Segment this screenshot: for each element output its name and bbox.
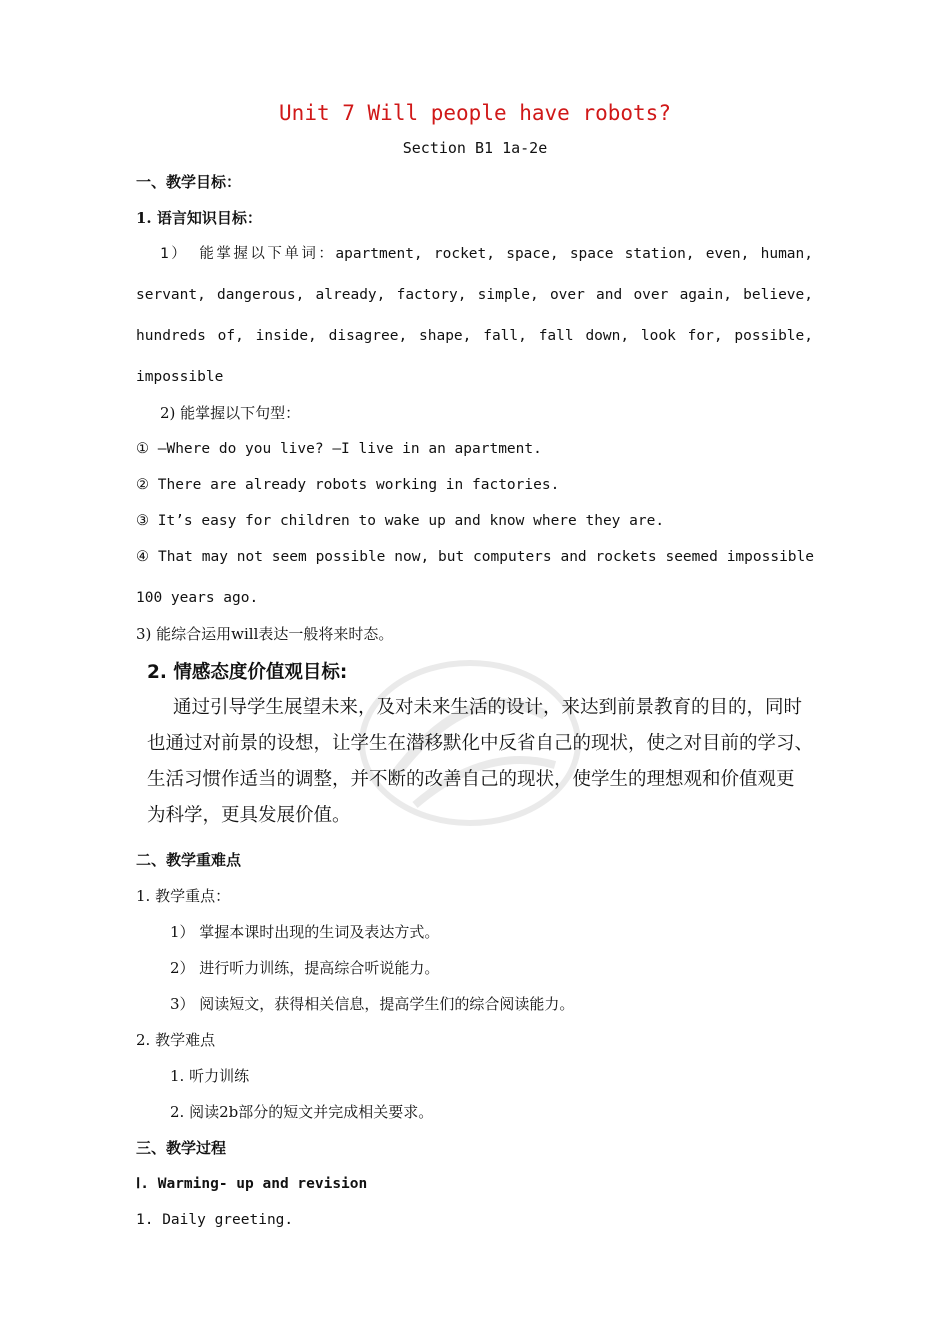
attitude-goal-heading: 2. 情感态度价值观目标:: [147, 662, 348, 683]
pattern-item: ② There are already robots working in factories.: [136, 477, 560, 493]
attitude-goal-text: 也通过对前景的设想，让学生在潜移默化中反省自己的现状，使之对目前的学习、: [147, 733, 814, 754]
key-point-item: 2） 进行听力训练，提高综合听说能力。: [170, 959, 440, 977]
difficult-point-item: 1. 听力训练: [170, 1067, 250, 1085]
document-title: Unit 7 Will people have robots?: [279, 101, 671, 125]
language-goal-point: 3) 能综合运用will表达一般将来时态。: [136, 625, 394, 643]
patterns-intro: 2) 能掌握以下句型：: [160, 404, 301, 422]
step-item: 1. Daily greeting.: [136, 1212, 294, 1228]
attitude-goal-text: 生活习惯作适当的调整，并不断的改善自己的现状，使学生的理想观和价值观更: [147, 769, 795, 790]
attitude-goal-text: 通过引导学生展望未来，及对未来生活的设计，来达到前景教育的目的，同时: [173, 697, 803, 718]
section-heading-key-points: 二、教学重难点: [136, 851, 242, 869]
key-points-heading: 1. 教学重点：: [136, 887, 231, 905]
key-point-item: 1） 掌握本课时出现的生词及表达方式。: [170, 923, 440, 941]
vocab-line: impossible: [136, 369, 224, 385]
language-goal-heading: 1. 语言知识目标：: [136, 209, 262, 227]
pattern-item: ④ That may not seem possible now, but computers and rockets seemed impossible: [136, 549, 814, 565]
key-point-item: 3） 阅读短文，获得相关信息，提高学生们的综合阅读能力。: [170, 995, 575, 1013]
vocab-line: servant, dangerous, already, factory, simple, over and over again, believe,: [136, 287, 813, 303]
document-subtitle: Section B1 1a-2e: [402, 139, 548, 157]
pattern-item: ① —Where do you live? —I live in an apartment.: [136, 441, 542, 457]
step-heading-warming-up: Ⅰ. Warming- up and revision: [136, 1176, 368, 1192]
vocab-line: 1） 能掌握以下单词：apartment, rocket, space, space station, even, human,: [160, 246, 813, 262]
vocab-line: hundreds of, inside, disagree, shape, fall, fall down, look for, possible,: [136, 328, 813, 344]
difficult-point-item: 2. 阅读2b部分的短文并完成相关要求。: [170, 1103, 434, 1121]
section-heading-objectives: 一、教学目标：: [136, 173, 242, 191]
attitude-goal-text: 为科学，更具发展价值。: [147, 805, 351, 826]
pattern-item: ③ It’s easy for children to wake up and know where they are.: [136, 513, 665, 529]
pattern-item-continued: 100 years ago.: [136, 590, 259, 606]
section-heading-procedure: 三、教学过程: [136, 1139, 227, 1157]
difficult-points-heading: 2. 教学难点: [136, 1031, 216, 1049]
